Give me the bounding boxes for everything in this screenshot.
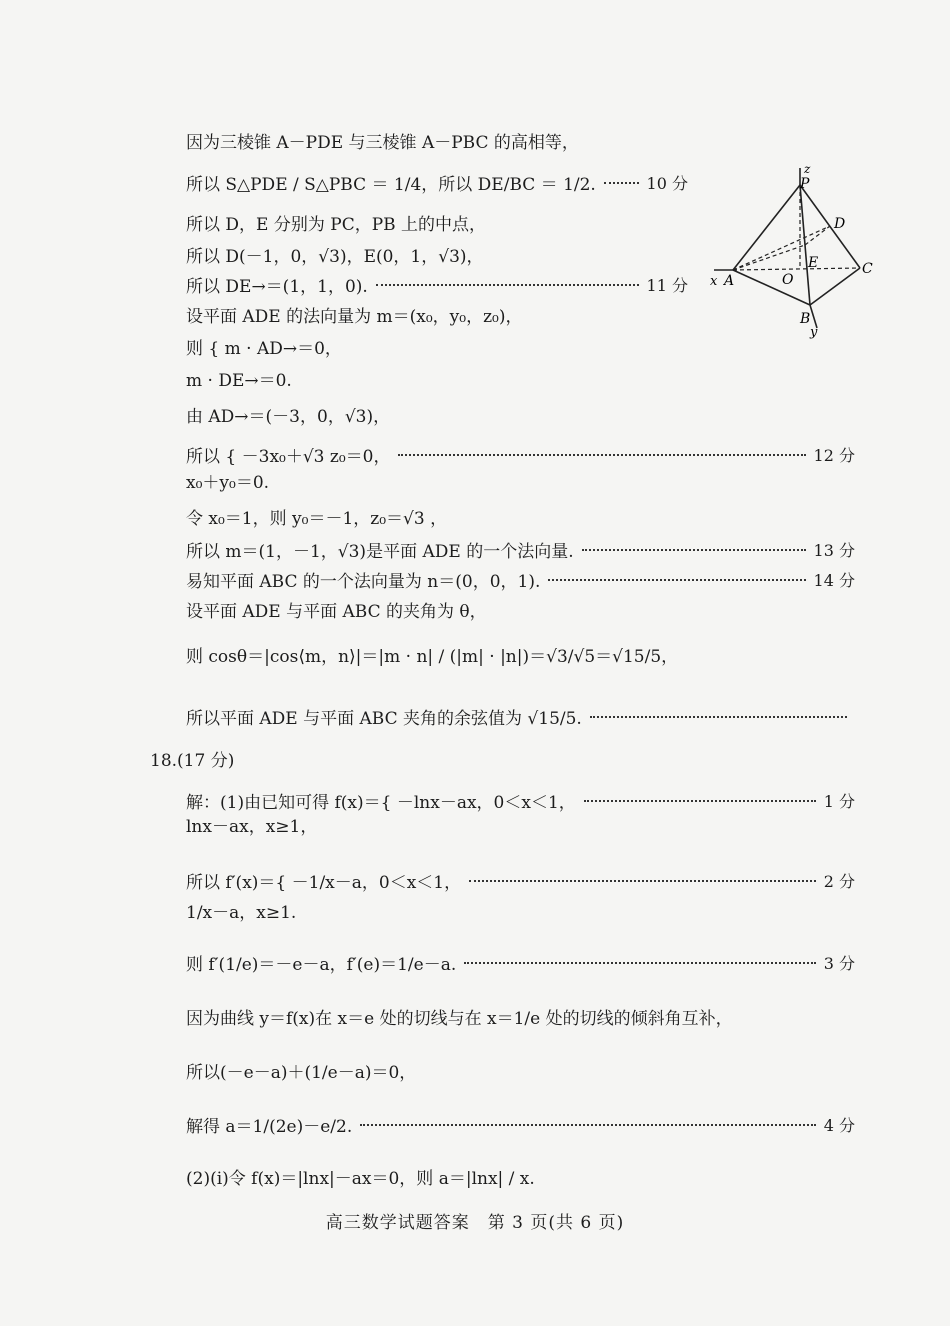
line-3 xyxy=(186,210,855,235)
score: 12 分 xyxy=(813,446,855,465)
line-22 xyxy=(186,950,855,975)
line-text: 所以平面 ADE 与平面 ABC 夹角的余弦值为 √15/5. xyxy=(186,709,582,729)
line-text: 易知平面 ABC 的一个法向量为 n＝(0，0，1). xyxy=(186,572,541,592)
line-2 xyxy=(186,170,688,195)
line-10 xyxy=(186,442,855,467)
line-text: m · DE→＝0. xyxy=(186,371,292,391)
line-1 xyxy=(186,128,855,153)
line-20 xyxy=(186,868,855,893)
line-11 xyxy=(186,468,855,493)
line-text: 所以 m＝(1，－1，√3)是平面 ADE 的一个法向量. xyxy=(186,542,574,562)
line-26 xyxy=(186,1164,855,1189)
line-text: 所以 f′(x)＝{ －1/x－a，0＜x＜1， xyxy=(186,873,462,893)
line-text: 则 { m · AD→＝0， xyxy=(186,339,342,359)
line-8 xyxy=(186,366,855,391)
line-text: 所以 D(－1，0，√3)，E(0，1，√3)， xyxy=(186,247,484,267)
line-text: 设平面 ADE 的法向量为 m＝(x₀，y₀，z₀)， xyxy=(186,307,523,327)
label-x: x xyxy=(710,274,718,289)
line-23 xyxy=(186,1004,855,1029)
leader-dots xyxy=(360,1124,815,1126)
label-z: z xyxy=(804,162,811,176)
line-text: 所以 D，E 分别为 PC，PB 上的中点， xyxy=(186,215,487,235)
leader-dots xyxy=(469,880,816,882)
line-text: 则 f′(1/e)＝－e－a，f′(e)＝1/e－a. xyxy=(186,955,457,975)
line-text: 1/x－a，x≥1. xyxy=(186,903,297,923)
leader-dots xyxy=(604,182,639,184)
label-D: D xyxy=(834,216,846,232)
line-19 xyxy=(186,812,855,837)
line-text: 所以(－e－a)＋(1/e－a)＝0， xyxy=(186,1063,417,1083)
line-text: 所以 { －3x₀＋√3 z₀＝0， xyxy=(186,447,391,467)
leader-dots xyxy=(464,962,815,964)
leader-dots xyxy=(548,579,805,581)
line-text: 令 x₀＝1，则 y₀＝－1，z₀＝√3 ， xyxy=(186,509,448,529)
leader-dots xyxy=(398,454,805,456)
label-y: y xyxy=(810,325,818,340)
line-25 xyxy=(186,1112,855,1137)
line-15 xyxy=(186,597,855,622)
leader-dots xyxy=(582,549,806,551)
leader-dots xyxy=(376,284,639,286)
line-text: x₀＋y₀＝0. xyxy=(186,473,270,493)
label-A: A xyxy=(724,273,735,289)
line-9 xyxy=(186,402,855,427)
line-16 xyxy=(186,642,855,667)
line-text: 所以 S△PDE / S△PBC ＝ 1/4，所以 DE/BC ＝ 1/2. xyxy=(186,175,596,195)
score: 3 分 xyxy=(823,954,855,973)
line-13 xyxy=(186,537,855,562)
line-text: 解得 a＝1/(2e)－e/2. xyxy=(186,1117,353,1137)
leader-dots xyxy=(584,800,816,802)
line-14 xyxy=(186,567,855,592)
label-C: C xyxy=(862,261,873,277)
label-B: B xyxy=(800,311,811,327)
label-O: O xyxy=(782,272,794,288)
line-text: 设平面 ADE 与平面 ABC 的夹角为 θ， xyxy=(186,602,487,622)
line-text: 所以 DE→＝(1，1，0). xyxy=(186,277,368,297)
line-5 xyxy=(186,272,688,297)
line-4 xyxy=(186,242,855,267)
leader-dots xyxy=(590,716,847,718)
line-17 xyxy=(186,704,855,729)
line-text: 因为三棱锥 A－PDE 与三棱锥 A－PBC 的高相等， xyxy=(186,133,579,153)
score: 10 分 xyxy=(646,174,688,193)
line-text: lnx－ax，x≥1， xyxy=(186,817,318,837)
line-6 xyxy=(186,302,855,327)
label-E: E xyxy=(808,255,819,271)
score: 4 分 xyxy=(823,1116,855,1135)
line-18 xyxy=(186,788,855,813)
score: 13 分 xyxy=(813,541,855,560)
score: 14 分 xyxy=(813,571,855,590)
score: 11 分 xyxy=(646,276,688,295)
line-24 xyxy=(186,1058,855,1083)
line-text: 则 cosθ＝|cos⟨m，n⟩|＝|m · n| / (|m| · |n|)＝√3/√5＝√15/5， xyxy=(186,647,679,667)
label-P: P xyxy=(800,176,810,192)
score: 2 分 xyxy=(823,872,855,891)
line-21 xyxy=(186,898,855,923)
line-12 xyxy=(186,504,855,529)
section-heading: 18.(17 分) xyxy=(150,751,235,771)
line-7 xyxy=(186,334,855,359)
line-text: 因为曲线 y＝f(x)在 x＝e 处的切线与在 x＝1/e 处的切线的倾斜角互补， xyxy=(186,1009,733,1029)
score: 1 分 xyxy=(823,792,855,811)
page-footer: 高三数学试题答案 第 3 页(共 6 页) xyxy=(325,1213,625,1233)
line-text: (2)(i)令 f(x)＝|lnx|－ax＝0，则 a＝|lnx| / x. xyxy=(186,1169,535,1189)
line-text: 解：(1)由已知可得 f(x)＝{ －lnx－ax，0＜x＜1， xyxy=(186,793,576,813)
line-text: 由 AD→＝(－3，0，√3)， xyxy=(186,407,391,427)
